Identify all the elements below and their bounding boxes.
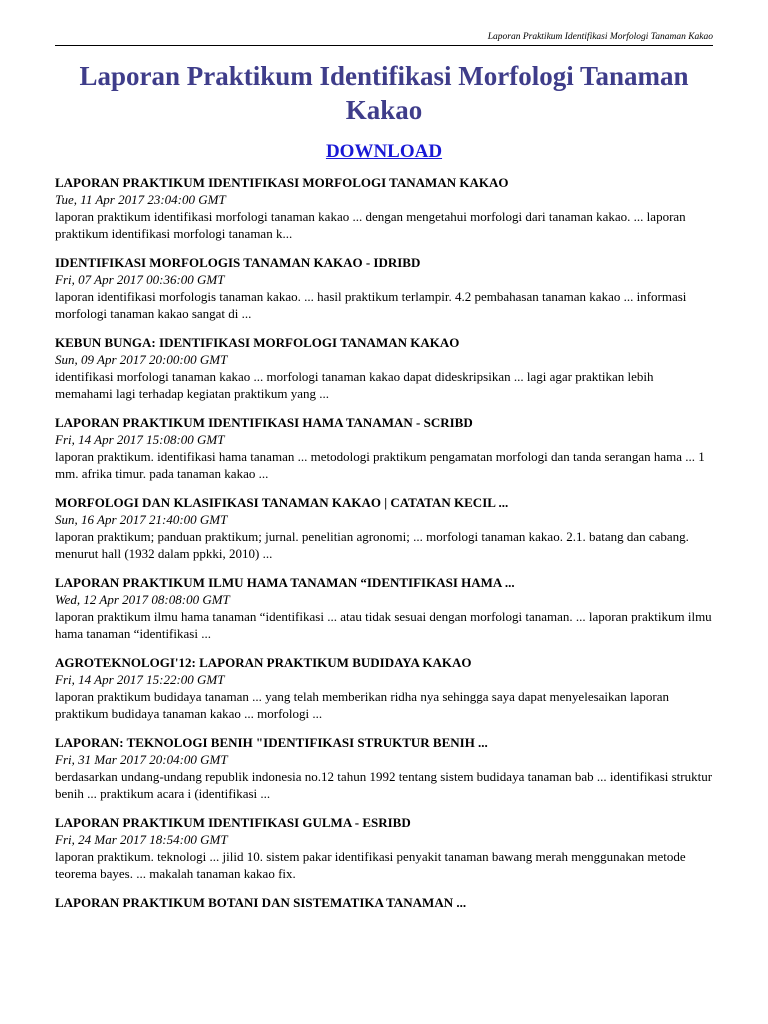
list-item <box>55 654 713 722</box>
entry-snippet: laporan praktikum budidaya tanaman ... yang telah memberikan ridha nya sehingga saya dapat menyelesaikan laporan praktikum budidaya tanaman kakao ... morfologi ... <box>55 689 670 721</box>
list-item <box>55 334 713 402</box>
entry-date: Sun, 16 Apr 2017 21:40:00 GMT <box>55 512 228 527</box>
entry-title[interactable]: LAPORAN PRAKTIKUM BOTANI DAN SISTEMATIKA TANAMAN ... <box>55 895 467 910</box>
entry-snippet: laporan praktikum. teknologi ... jilid 10. sistem pakar identifikasi penyakit tanaman bawang merah menggunakan metode teorema bayes. ... makalah tanaman kakao fix. <box>55 849 686 881</box>
entry-snippet: laporan praktikum; panduan praktikum; jurnal. penelitian agronomi; ... morfologi tanaman kakao. 2.1. batang dan cabang. menurut hall (1932 dalam ppkki, 2010) ... <box>55 529 689 561</box>
entry-snippet: laporan praktikum identifikasi morfologi tanaman kakao ... dengan mengetahui morfologi dari tanaman kakao. ... laporan praktikum identifikasi morfologi tanaman k... <box>55 209 686 241</box>
entry-title[interactable]: LAPORAN: TEKNOLOGI BENIH "IDENTIFIKASI STRUKTUR BENIH ... <box>55 735 488 750</box>
list-item <box>55 414 713 482</box>
entry-title[interactable]: LAPORAN PRAKTIKUM IDENTIFIKASI MORFOLOGI TANAMAN KAKAO <box>55 175 509 190</box>
entry-date: Fri, 14 Apr 2017 15:22:00 GMT <box>55 672 225 687</box>
list-item <box>55 734 713 802</box>
download-link[interactable]: DOWNLOAD <box>325 141 443 162</box>
list-item <box>55 814 713 882</box>
list-item <box>55 574 713 642</box>
entry-snippet: berdasarkan undang-undang republik indonesia no.12 tahun 1992 tentang sistem budidaya tanaman bab ... identifikasi struktur benih ... praktikum acara i (identifikasi ... <box>55 769 713 801</box>
entry-title[interactable]: MORFOLOGI DAN KLASIFIKASI TANAMAN KAKAO | CATATAN KECIL ... <box>55 495 509 510</box>
entry-snippet: laporan identifikasi morfologis tanaman kakao. ... hasil praktikum terlampir. 4.2 pembahasan tanaman kakao ... informasi morfologi tanaman kakao sangat di ... <box>55 289 687 321</box>
entry-title[interactable]: LAPORAN PRAKTIKUM IDENTIFIKASI GULMA - ESRIBD <box>55 815 411 830</box>
entry-snippet: identifikasi morfologi tanaman kakao ... morfologi tanaman kakao dapat dideskripsikan ... lagi agar praktikan lebih memahami lagi terhadap kegiatan praktikum yang ... <box>55 369 654 401</box>
entry-date: Fri, 24 Mar 2017 18:54:00 GMT <box>55 832 228 847</box>
entry-snippet: laporan praktikum. identifikasi hama tanaman ... metodologi praktikum pengamatan morfologi dan tanda serangan hama ... 1 mm. afrika timur. pada tanaman kakao ... <box>55 449 705 481</box>
entry-date: Fri, 07 Apr 2017 00:36:00 GMT <box>55 272 225 287</box>
list-item <box>55 494 713 562</box>
entry-title[interactable]: IDENTIFIKASI MORFOLOGIS TANAMAN KAKAO - IDRIBD <box>55 255 421 270</box>
entry-date: Wed, 12 Apr 2017 08:08:00 GMT <box>55 592 230 607</box>
page-title: Laporan Praktikum Identifikasi Morfologi Tanaman Kakao <box>79 61 689 125</box>
result-list <box>55 174 713 911</box>
entry-date: Sun, 09 Apr 2017 20:00:00 GMT <box>55 352 228 367</box>
entry-snippet: laporan praktikum ilmu hama tanaman “identifikasi ... atau tidak sesuai dengan morfologi tanaman. ... laporan praktikum ilmu hama tanaman “identifikasi ... <box>55 609 712 641</box>
download-section <box>55 141 713 164</box>
entry-title[interactable]: LAPORAN PRAKTIKUM ILMU HAMA TANAMAN “IDENTIFIKASI HAMA ... <box>55 575 515 590</box>
list-item <box>55 254 713 322</box>
entry-date: Fri, 31 Mar 2017 20:04:00 GMT <box>55 752 228 767</box>
header-rule <box>55 45 713 46</box>
entry-title[interactable]: LAPORAN PRAKTIKUM IDENTIFIKASI HAMA TANAMAN - SCRIBD <box>55 415 473 430</box>
list-item <box>55 894 713 911</box>
entry-title[interactable]: KEBUN BUNGA: IDENTIFIKASI MORFOLOGI TANAMAN KAKAO <box>55 335 460 350</box>
entry-date: Fri, 14 Apr 2017 15:08:00 GMT <box>55 432 225 447</box>
entry-title[interactable]: AGROTEKNOLOGI'12: LAPORAN PRAKTIKUM BUDIDAYA KAKAO <box>55 655 472 670</box>
document-page <box>55 0 713 923</box>
list-item <box>55 174 713 242</box>
entry-date: Tue, 11 Apr 2017 23:04:00 GMT <box>55 192 226 207</box>
running-header: Laporan Praktikum Identifikasi Morfologi Tanaman Kakao <box>487 32 713 42</box>
